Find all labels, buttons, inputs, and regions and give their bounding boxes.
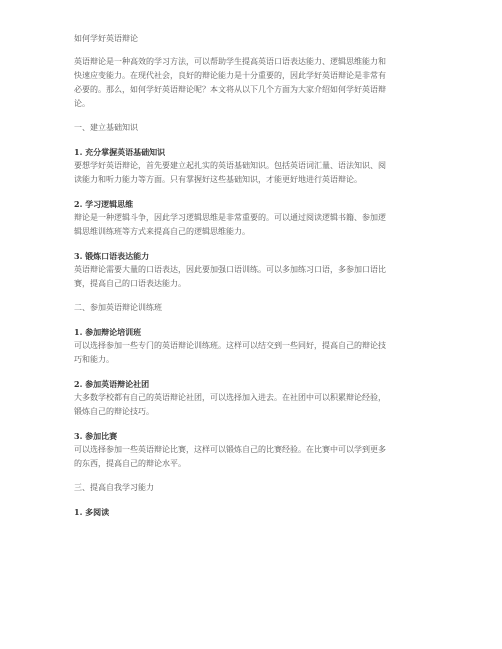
item-paragraph xyxy=(74,339,434,367)
intro-line: 英语辩论是一种高效的学习方法，可以帮助学生提高英语口语表达能力、逻辑思维能力和 xyxy=(74,57,386,66)
item-title: 1. 充分掌握英语基础知识 xyxy=(74,147,166,157)
paragraph-line: 英语辩论需要大量的口语表达，因此要加强口语训练。可以多加练习口语，多参加口语比 xyxy=(74,265,386,274)
item-title: 2. 参加英语辩论社团 xyxy=(74,379,150,389)
item-title: 1. 参加辩论培训班 xyxy=(74,327,142,337)
paragraph-line: 可以选择参加一些专门的英语辩论训练班。这样可以结交到一些同好，提高自己的辩论技 xyxy=(74,341,386,350)
paragraph-line: 要想学好英语辩论，首先要建立起扎实的英语基础知识。包括英语词汇量、语法知识、阅 xyxy=(74,161,386,170)
intro-line: 论。 xyxy=(74,99,90,108)
intro-paragraph xyxy=(74,55,434,111)
item-title: 3. 锻炼口语表达能力 xyxy=(74,251,150,261)
item-paragraph xyxy=(74,443,434,471)
paragraph-line: 辩论是一种逻辑斗争，因此学习逻辑思维是非常重要的。可以通过阅读逻辑书籍、参加逻 xyxy=(74,213,386,222)
paragraph-line: 锻炼自己的辩论技巧。 xyxy=(74,407,154,416)
item-paragraph xyxy=(74,211,434,239)
section-heading: 二、参加英语辩论训练班 xyxy=(74,303,162,312)
intro-line: 必要的。那么，如何学好英语辩论呢？本文将从以下几个方面为大家介绍如何学好英语辩 xyxy=(74,85,386,94)
paragraph-line: 的东西，提高自己的辩论水平。 xyxy=(74,459,186,468)
intro-line: 快速应变能力。在现代社会，良好的辩论能力是十分重要的，因此学好英语辩论是非常有 xyxy=(74,71,386,80)
item-paragraph xyxy=(74,159,434,187)
item-title: 3. 参加比赛 xyxy=(74,431,118,441)
paragraph-line: 可以选择参加一些英语辩论比赛，这样可以锻炼自己的比赛经验。在比赛中可以学到更多 xyxy=(74,445,386,454)
section-heading: 三、提高自我学习能力 xyxy=(74,483,154,492)
paragraph-line: 读能力和听力能力等方面。只有掌握好这些基础知识，才能更好地进行英语辩论。 xyxy=(74,175,362,184)
item-paragraph xyxy=(74,391,434,419)
paragraph-line: 巧和能力。 xyxy=(74,355,114,364)
section-heading: 一、建立基础知识 xyxy=(74,123,138,132)
item-paragraph xyxy=(74,263,434,291)
item-title: 1. 多阅读 xyxy=(74,507,110,517)
paragraph-line: 辑思维训练班等方式来提高自己的逻辑思维能力。 xyxy=(74,227,250,236)
paragraph-line: 大多数学校都有自己的英语辩论社团，可以选择加入进去。在社团中可以积累辩论经验， xyxy=(74,393,386,402)
document-title: 如何学好英语辩论 xyxy=(74,34,138,43)
item-title: 2. 学习逻辑思维 xyxy=(74,199,134,209)
document-content xyxy=(74,32,434,519)
paragraph-line: 赛，提高自己的口语表达能力。 xyxy=(74,279,186,288)
